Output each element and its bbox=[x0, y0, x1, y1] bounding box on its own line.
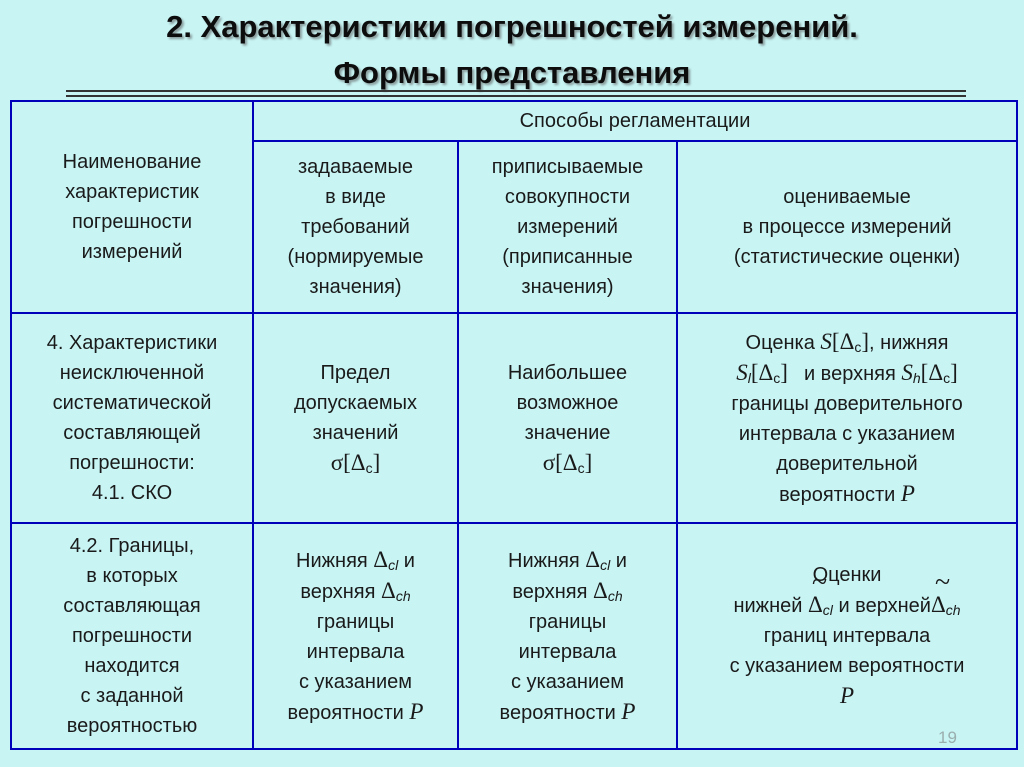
row2-col-2: Нижняя $\Delta_{cl}$ и верхняя $\Delta_{ch}$ границы интервала с указанием вероятности P bbox=[458, 523, 677, 749]
row2-col-3: Оценки нижней ~ $\Delta_{cl}$ и верхней~ $\Delta_{ch}$ границ интервала с указанием вероятности P bbox=[677, 523, 1017, 749]
tilde-delta-upper: ~ Δ bbox=[931, 590, 946, 621]
sigma-formula: $\sigma[\Delta_c]$ bbox=[542, 449, 593, 476]
row1-col-3: Оценка $S[\Delta_c]$, нижняя $S_l[\Delta_c]$ и верхняя $S_h[\Delta_c]$ границы доверительного интервала с указанием доверительной вероятности P bbox=[677, 313, 1017, 523]
tilde-delta-lower: ~ Δ bbox=[808, 590, 823, 621]
title-line-2: Формы представления bbox=[333, 55, 691, 90]
error-characteristics-table bbox=[10, 100, 1018, 750]
row1-name-cell: 4. Характеристики неисключенной систематической составляющей погрешности: 4.1. СКО bbox=[11, 313, 253, 523]
row2-col-1: Нижняя $\Delta_{cl}$ и верхняя $\Delta_{ch}$ границы интервала с указанием вероятности P bbox=[253, 523, 458, 749]
title-underline-second bbox=[66, 95, 966, 97]
row2-name-cell: 4.2. Границы, в которых составляющая погрешности находится с заданной вероятностью bbox=[11, 523, 253, 749]
header-col-2: приписываемые совокупности измерений (приписанные значения) bbox=[458, 141, 677, 313]
slide-title bbox=[0, 4, 1024, 96]
header-col-1: задаваемые в виде требований (нормируемые значения) bbox=[253, 141, 458, 313]
header-group-cell: Способы регламентации bbox=[253, 101, 1017, 141]
row1-col-1: Предел допускаемых значений $\sigma[\Delta_c]$ bbox=[253, 313, 458, 523]
page-number: 19 bbox=[938, 728, 957, 747]
header-col-3: оцениваемые в процессе измерений (статистические оценки) bbox=[677, 141, 1017, 313]
sigma-formula: $\sigma[\Delta_c]$ bbox=[330, 449, 381, 476]
header-name-cell: Наименование характеристик погрешности измерений bbox=[11, 101, 253, 313]
row1-col-2: Наибольшее возможное значение $\sigma[\Delta_c]$ bbox=[458, 313, 677, 523]
title-line-1: 2. Характеристики погрешностей измерений. bbox=[166, 9, 858, 44]
title-underline bbox=[66, 90, 966, 92]
